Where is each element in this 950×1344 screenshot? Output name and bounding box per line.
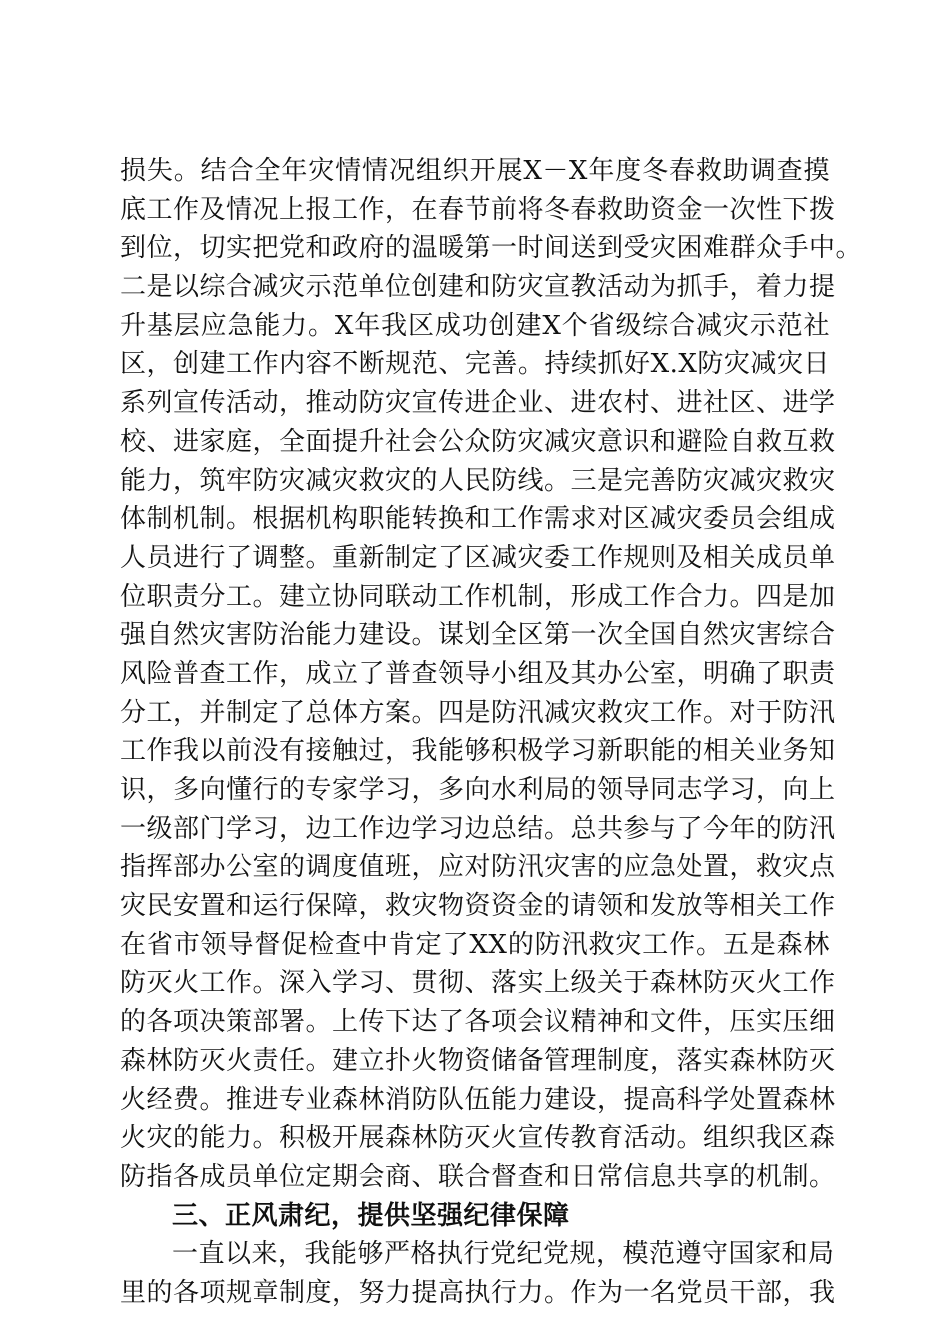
section-heading: 三、正风肃纪，提供坚强纪律保障 — [172, 1200, 570, 1231]
paragraph-line: 能力，筑牢防灾减灾救灾的人民防线。三是完善防灾减灾救灾 — [120, 465, 836, 496]
paragraph-line: 灾民安置和运行保障，救灾物资资金的请领和发放等相关工作 — [120, 891, 836, 922]
paragraph-line: 识，多向懂行的专家学习，多向水利局的领导同志学习，向上 — [120, 775, 836, 805]
paragraph-line: 防指各成员单位定期会商、联合督查和日常信息共享的机制。 — [120, 1161, 836, 1192]
paragraph-line: 火经费。推进专业森林消防队伍能力建设，提高科学处置森林 — [120, 1084, 836, 1115]
paragraph-line: 损失。结合全年灾情情况组织开展X－X年度冬春救助调查摸 — [120, 156, 830, 186]
paragraph-line: 升基层应急能力。X年我区成功创建X个省级综合减灾示范社 — [120, 310, 830, 341]
paragraph-line: 在省市领导督促检查中肯定了XX的防汛救灾工作。五是森林 — [120, 929, 830, 960]
paragraph-line: 位职责分工。建立协同联动工作机制，形成工作合力。四是加 — [120, 581, 836, 612]
paragraph-line: 一级部门学习，边工作边学习边总结。总共参与了今年的防汛 — [120, 813, 836, 844]
paragraph-line: 体制机制。根据机构职能转换和工作需求对区减灾委员会组成 — [120, 504, 836, 535]
paragraph-line: 防灭火工作。深入学习、贯彻、落实上级关于森林防灭火工作 — [120, 968, 836, 999]
paragraph-line: 强自然灾害防治能力建设。谋划全区第一次全国自然灾害综合 — [120, 620, 836, 651]
paragraph-line: 一直以来，我能够严格执行党纪党规，模范遵守国家和局 — [172, 1239, 835, 1270]
paragraph-line: 风险普查工作，成立了普查领导小组及其办公室，明确了职责 — [120, 658, 836, 689]
paragraph-line: 底工作及情况上报工作，在春节前将冬春救助资金一次性下拨 — [120, 194, 836, 225]
paragraph-line: 的各项决策部署。上传下达了各项会议精神和文件，压实压细 — [120, 1007, 836, 1038]
paragraph-line: 里的各项规章制度，努力提高执行力。作为一名党员干部，我 — [120, 1277, 836, 1308]
paragraph-line: 森林防灭火责任。建立扑火物资储备管理制度，落实森林防灭 — [120, 1045, 836, 1076]
paragraph-line: 系列宣传活动，推动防灾宣传进企业、进农村、进社区、进学 — [120, 388, 836, 419]
paragraph-line: 校、进家庭，全面提升社会公众防灾减灾意识和避险自救互救 — [120, 426, 836, 457]
paragraph-line: 工作我以前没有接触过，我能够积极学习新职能的相关业务知 — [120, 736, 836, 767]
paragraph-line: 二是以综合减灾示范单位创建和防灾宣教活动为抓手，着力提 — [120, 272, 836, 303]
paragraph-line: 人员进行了调整。重新制定了区减灾委工作规则及相关成员单 — [120, 542, 836, 573]
paragraph-line: 火灾的能力。积极开展森林防灭火宣传教育活动。组织我区森 — [120, 1123, 836, 1154]
paragraph-line: 区，创建工作内容不断规范、完善。持续抓好X.X防灾减灾日 — [120, 349, 830, 380]
document-body — [120, 152, 863, 1313]
paragraph-line: 到位，切实把党和政府的温暖第一时间送到受灾困难群众手中。 — [120, 233, 863, 264]
paragraph-line: 分工，并制定了总体方案。四是防汛减灾救灾工作。对于防汛 — [120, 697, 836, 728]
paragraph-line: 指挥部办公室的调度值班，应对防汛灾害的应急处置，救灾点 — [120, 852, 836, 883]
